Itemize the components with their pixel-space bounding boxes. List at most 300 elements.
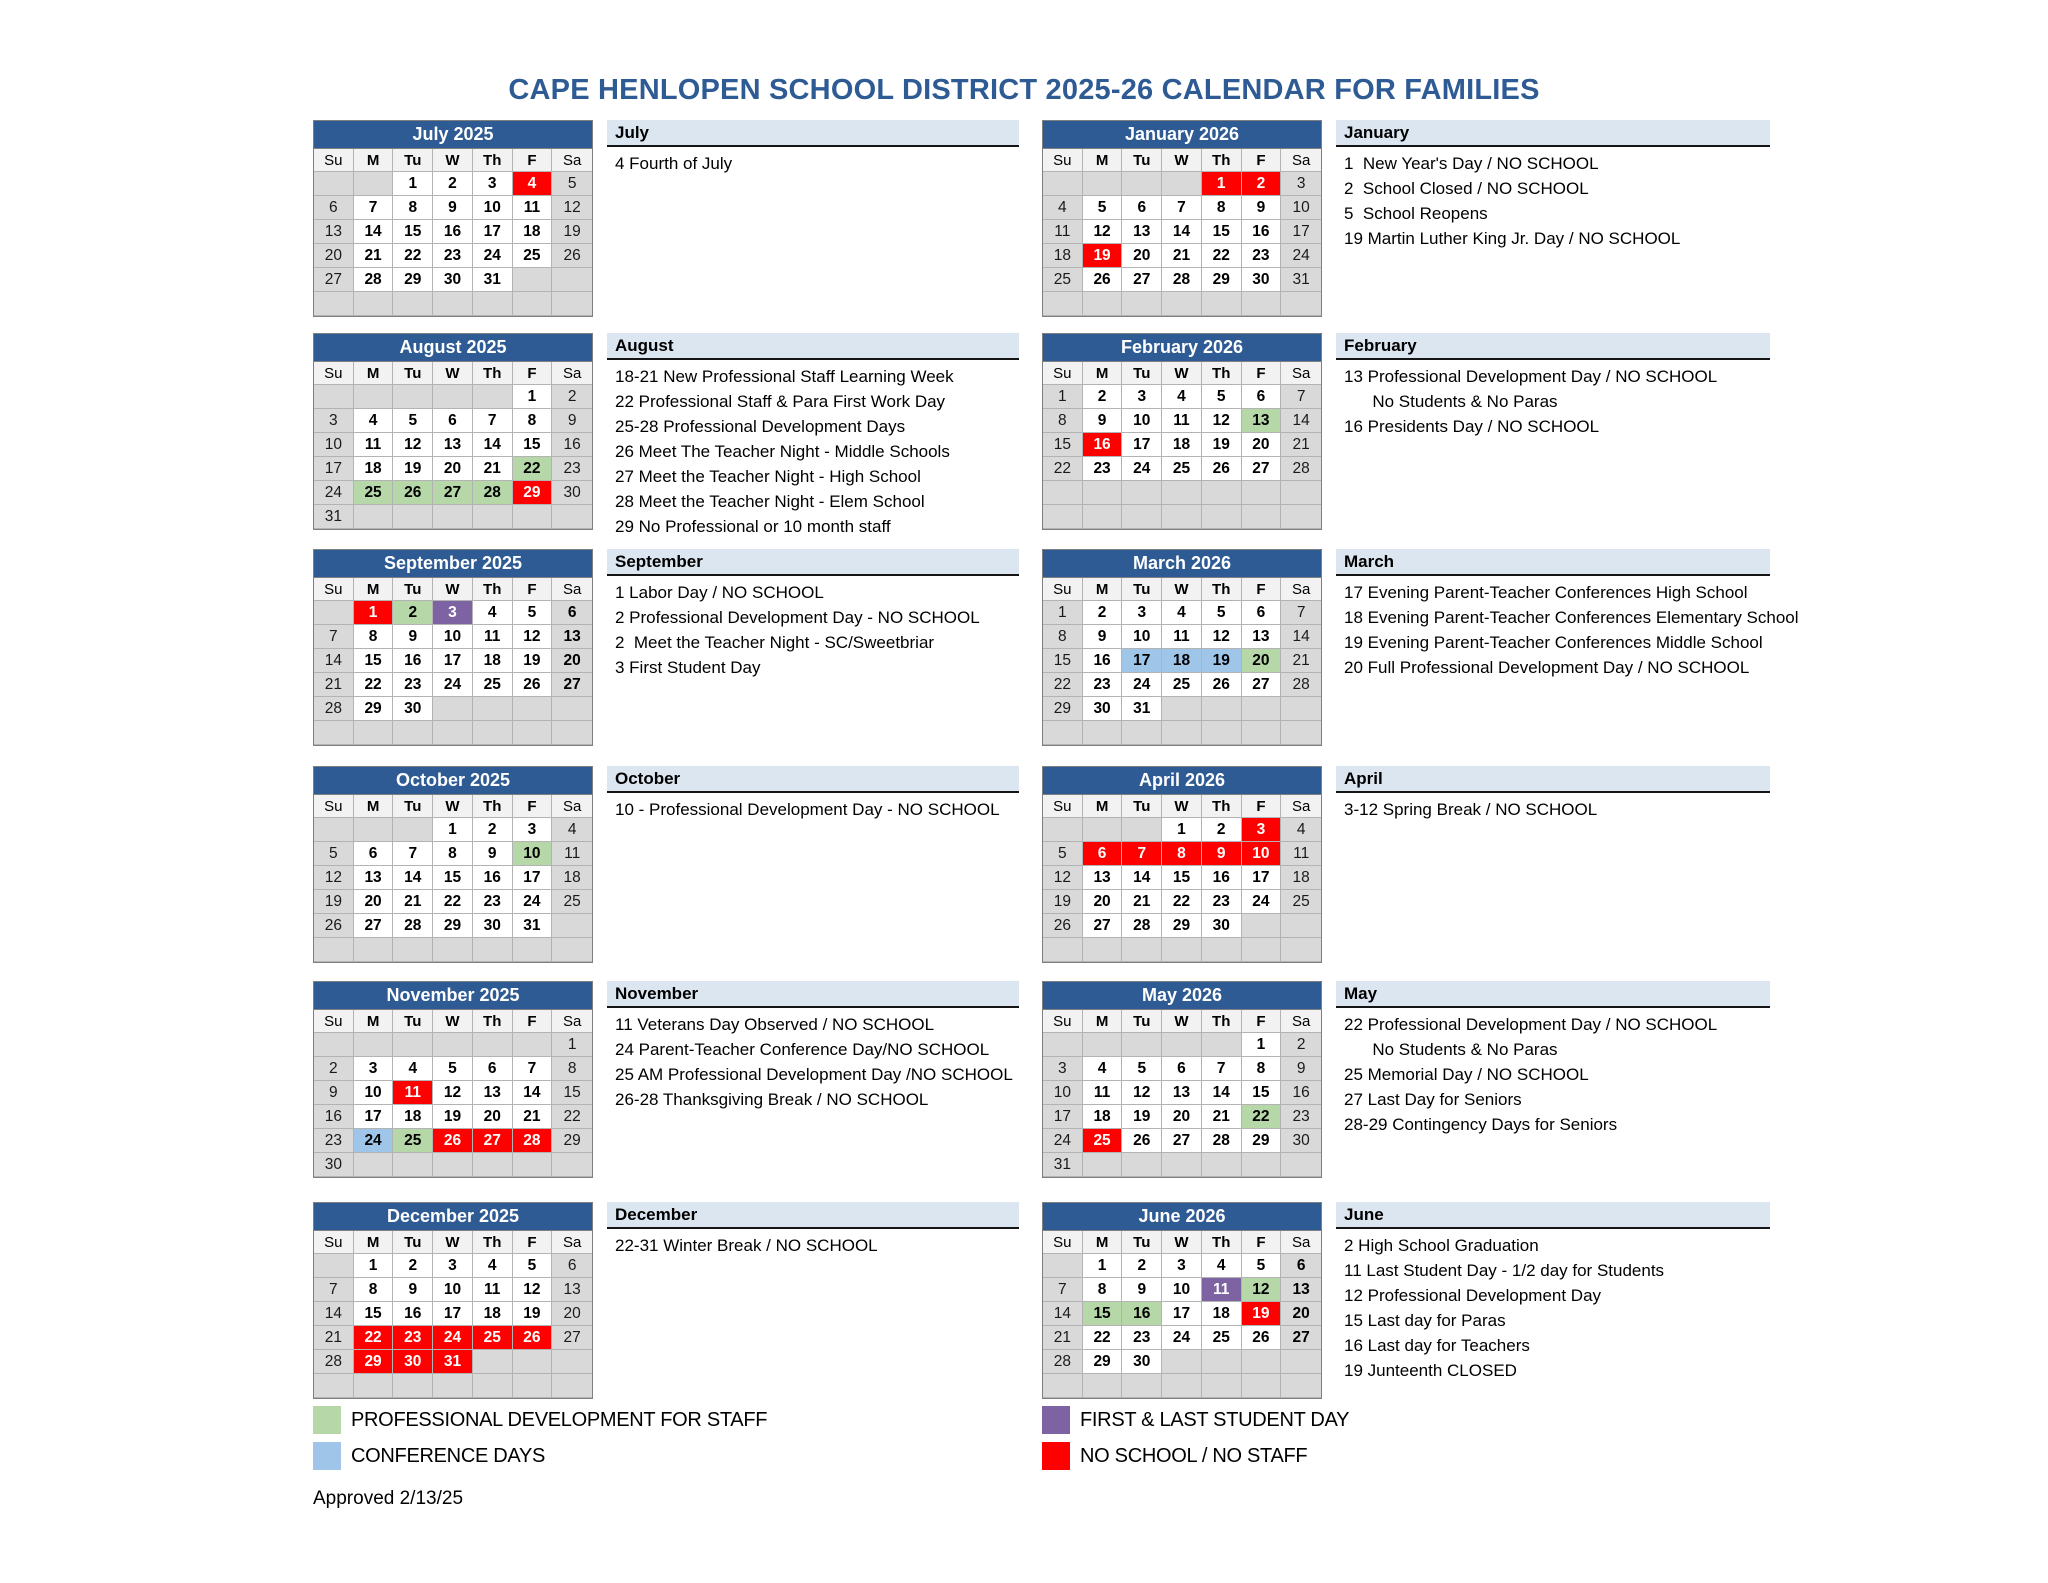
- december-2025-day-9: 9: [393, 1278, 433, 1302]
- month-calendar-august-2025: [313, 333, 593, 530]
- january-2026-day-12: 12: [1083, 220, 1123, 244]
- february-2026-day-11: 11: [1162, 409, 1202, 433]
- may-2026-day-8: 8: [1242, 1057, 1282, 1081]
- june-2026-day-15: 15: [1083, 1302, 1123, 1326]
- march-2026-day-26: 26: [1202, 673, 1242, 697]
- february-2026-dow-w: W: [1162, 362, 1202, 385]
- october-2025-empty-cell: [473, 938, 513, 962]
- may-2026-empty-cell: [1162, 1033, 1202, 1057]
- august-2025-day-20: 20: [433, 457, 473, 481]
- april-2026-weekday-header-row: [1043, 795, 1321, 818]
- november-2025-week-2: [314, 1057, 592, 1081]
- september-2025-day-3: 3: [433, 601, 473, 625]
- december-2025-day-16: 16: [393, 1302, 433, 1326]
- may-2026-day-21: 21: [1202, 1105, 1242, 1129]
- may-2026-day-14: 14: [1202, 1081, 1242, 1105]
- january-2026-dow-f: F: [1242, 149, 1282, 172]
- july-2025-day-10: 10: [473, 196, 513, 220]
- january-2026-day-27: 27: [1122, 268, 1162, 292]
- august-2025-notes-title: August: [607, 333, 1019, 360]
- august-2025-empty-cell: [393, 505, 433, 529]
- may-2026-day-17: 17: [1043, 1105, 1083, 1129]
- notes-panel-february-2026: [1336, 333, 1770, 439]
- april-2026-day-17: 17: [1242, 866, 1282, 890]
- october-2025-day-20: 20: [354, 890, 394, 914]
- march-2026-dow-m: M: [1083, 578, 1123, 601]
- july-2025-empty-cell: [354, 172, 394, 196]
- june-2026-day-6: 6: [1281, 1254, 1321, 1278]
- august-2025-title: August 2025: [314, 334, 592, 362]
- november-2025-empty-cell: [354, 1153, 394, 1177]
- august-2025-empty-cell: [393, 385, 433, 409]
- november-2025-day-1: 1: [552, 1033, 592, 1057]
- december-2025-day-17: 17: [433, 1302, 473, 1326]
- october-2025-day-27: 27: [354, 914, 394, 938]
- april-2026-day-19: 19: [1043, 890, 1083, 914]
- november-2025-day-28: 28: [513, 1129, 553, 1153]
- april-2026-day-10: 10: [1242, 842, 1282, 866]
- december-2025-day-11: 11: [473, 1278, 513, 1302]
- june-2026-day-24: 24: [1162, 1326, 1202, 1350]
- june-2026-empty-cell: [1162, 1350, 1202, 1374]
- september-2025-day-5: 5: [513, 601, 553, 625]
- february-2026-day-21: 21: [1281, 433, 1321, 457]
- september-2025-day-24: 24: [433, 673, 473, 697]
- january-2026-day-28: 28: [1162, 268, 1202, 292]
- august-2025-day-30: 30: [552, 481, 592, 505]
- november-2025-day-29: 29: [552, 1129, 592, 1153]
- june-2026-day-20: 20: [1281, 1302, 1321, 1326]
- february-2026-day-23: 23: [1083, 457, 1123, 481]
- december-2025-empty-cell: [314, 1374, 354, 1398]
- may-2026-note-1: 22 Professional Development Day / NO SCHOOL: [1344, 1015, 1718, 1034]
- month-calendar-july-2025: [313, 120, 593, 317]
- august-2025-empty-cell: [354, 505, 394, 529]
- november-2025-dow-su: Su: [314, 1010, 354, 1033]
- february-2026-day-7: 7: [1281, 385, 1321, 409]
- june-2026-day-1: 1: [1083, 1254, 1123, 1278]
- june-2026-day-3: 3: [1162, 1254, 1202, 1278]
- november-2025-day-2: 2: [314, 1057, 354, 1081]
- october-2025-day-29: 29: [433, 914, 473, 938]
- february-2026-day-1: 1: [1043, 385, 1083, 409]
- march-2026-title: March 2026: [1043, 550, 1321, 578]
- november-2025-week-5: [314, 1129, 592, 1153]
- july-2025-week-5: [314, 268, 592, 292]
- february-2026-notes-title: February: [1336, 333, 1770, 360]
- april-2026-day-18: 18: [1281, 866, 1321, 890]
- february-2026-empty-cell: [1202, 481, 1242, 505]
- march-2026-day-24: 24: [1122, 673, 1162, 697]
- july-2025-day-9: 9: [433, 196, 473, 220]
- december-2025-empty-cell: [513, 1350, 553, 1374]
- february-2026-week-2: [1043, 409, 1321, 433]
- february-2026-week-6: [1043, 505, 1321, 529]
- november-2025-day-30: 30: [314, 1153, 354, 1177]
- august-2025-empty-cell: [552, 505, 592, 529]
- november-2025-day-15: 15: [552, 1081, 592, 1105]
- december-2025-day-27: 27: [552, 1326, 592, 1350]
- august-2025-week-4: [314, 457, 592, 481]
- september-2025-day-19: 19: [513, 649, 553, 673]
- november-2025-empty-cell: [393, 1153, 433, 1177]
- april-2026-day-21: 21: [1122, 890, 1162, 914]
- october-2025-day-28: 28: [393, 914, 433, 938]
- november-2025-empty-cell: [433, 1153, 473, 1177]
- october-2025-week-3: [314, 866, 592, 890]
- march-2026-day-29: 29: [1043, 697, 1083, 721]
- march-2026-week-6: [1043, 721, 1321, 745]
- september-2025-dow-sa: Sa: [552, 578, 592, 601]
- march-2026-day-8: 8: [1043, 625, 1083, 649]
- legend-label-r: NO SCHOOL / NO STAFF: [1080, 1445, 1308, 1467]
- september-2025-weekday-header-row: [314, 578, 592, 601]
- april-2026-day-11: 11: [1281, 842, 1321, 866]
- april-2026-day-20: 20: [1083, 890, 1123, 914]
- august-2025-day-18: 18: [354, 457, 394, 481]
- october-2025-empty-cell: [314, 818, 354, 842]
- march-2026-dow-su: Su: [1043, 578, 1083, 601]
- may-2026-note-5: 28-29 Contingency Days for Seniors: [1344, 1115, 1618, 1134]
- september-2025-day-15: 15: [354, 649, 394, 673]
- october-2025-day-23: 23: [473, 890, 513, 914]
- september-2025-empty-cell: [473, 697, 513, 721]
- february-2026-week-1: [1043, 385, 1321, 409]
- september-2025-day-28: 28: [314, 697, 354, 721]
- march-2026-dow-th: Th: [1202, 578, 1242, 601]
- december-2025-empty-cell: [513, 1374, 553, 1398]
- february-2026-empty-cell: [1242, 505, 1282, 529]
- july-2025-dow-su: Su: [314, 149, 354, 172]
- may-2026-day-1: 1: [1242, 1033, 1282, 1057]
- june-2026-note-2: 11 Last Student Day - 1/2 day for Students: [1344, 1261, 1665, 1280]
- month-calendar-october-2025: [313, 766, 593, 963]
- april-2026-week-4: [1043, 890, 1321, 914]
- july-2025-day-14: 14: [354, 220, 394, 244]
- legend-label-u: CONFERENCE DAYS: [351, 1445, 546, 1467]
- july-2025-empty-cell: [473, 292, 513, 316]
- june-2026-note-3: 12 Professional Development Day: [1344, 1286, 1602, 1305]
- december-2025-weekday-header-row: [314, 1231, 592, 1254]
- april-2026-empty-cell: [1162, 938, 1202, 962]
- august-2025-dow-w: W: [433, 362, 473, 385]
- october-2025-empty-cell: [393, 938, 433, 962]
- february-2026-empty-cell: [1242, 481, 1282, 505]
- september-2025-day-10: 10: [433, 625, 473, 649]
- notes-panel-november-2025: [607, 981, 1019, 1112]
- march-2026-day-13: 13: [1242, 625, 1282, 649]
- april-2026-dow-th: Th: [1202, 795, 1242, 818]
- november-2025-note-3: 25 AM Professional Development Day /NO SCHOOL: [615, 1065, 1013, 1084]
- march-2026-day-31: 31: [1122, 697, 1162, 721]
- april-2026-dow-f: F: [1242, 795, 1282, 818]
- june-2026-dow-f: F: [1242, 1231, 1282, 1254]
- august-2025-dow-sa: Sa: [552, 362, 592, 385]
- december-2025-day-22: 22: [354, 1326, 394, 1350]
- july-2025-day-18: 18: [513, 220, 553, 244]
- october-2025-day-16: 16: [473, 866, 513, 890]
- september-2025-day-16: 16: [393, 649, 433, 673]
- september-2025-dow-th: Th: [473, 578, 513, 601]
- legend-label-g: PROFESSIONAL DEVELOPMENT FOR STAFF: [351, 1409, 768, 1431]
- august-2025-day-12: 12: [393, 433, 433, 457]
- january-2026-day-17: 17: [1281, 220, 1321, 244]
- september-2025-empty-cell: [513, 697, 553, 721]
- september-2025-note-2: 2 Professional Development Day - NO SCHOOL: [615, 608, 980, 627]
- january-2026-title: January 2026: [1043, 121, 1321, 149]
- august-2025-week-2: [314, 409, 592, 433]
- december-2025-week-5: [314, 1350, 592, 1374]
- october-2025-empty-cell: [513, 938, 553, 962]
- january-2026-week-5: [1043, 268, 1321, 292]
- december-2025-day-7: 7: [314, 1278, 354, 1302]
- september-2025-day-6: 6: [552, 601, 592, 625]
- august-2025-dow-m: M: [354, 362, 394, 385]
- february-2026-day-6: 6: [1242, 385, 1282, 409]
- april-2026-day-4: 4: [1281, 818, 1321, 842]
- november-2025-day-27: 27: [473, 1129, 513, 1153]
- may-2026-empty-cell: [1043, 1033, 1083, 1057]
- may-2026-note-2: No Students & No Paras: [1344, 1040, 1558, 1059]
- may-2026-day-12: 12: [1122, 1081, 1162, 1105]
- july-2025-empty-cell: [393, 292, 433, 316]
- october-2025-dow-su: Su: [314, 795, 354, 818]
- june-2026-empty-cell: [1281, 1350, 1321, 1374]
- june-2026-title: June 2026: [1043, 1203, 1321, 1231]
- january-2026-empty-cell: [1122, 292, 1162, 316]
- june-2026-day-10: 10: [1162, 1278, 1202, 1302]
- august-2025-day-8: 8: [513, 409, 553, 433]
- august-2025-day-1: 1: [513, 385, 553, 409]
- may-2026-dow-w: W: [1162, 1010, 1202, 1033]
- november-2025-day-9: 9: [314, 1081, 354, 1105]
- october-2025-week-2: [314, 842, 592, 866]
- june-2026-day-14: 14: [1043, 1302, 1083, 1326]
- february-2026-day-22: 22: [1043, 457, 1083, 481]
- april-2026-empty-cell: [1083, 818, 1123, 842]
- may-2026-note-4: 27 Last Day for Seniors: [1344, 1090, 1522, 1109]
- february-2026-empty-cell: [1122, 481, 1162, 505]
- february-2026-dow-su: Su: [1043, 362, 1083, 385]
- august-2025-day-7: 7: [473, 409, 513, 433]
- december-2025-day-23: 23: [393, 1326, 433, 1350]
- january-2026-empty-cell: [1242, 292, 1282, 316]
- month-calendar-february-2026: [1042, 333, 1322, 530]
- february-2026-dow-f: F: [1242, 362, 1282, 385]
- january-2026-empty-cell: [1162, 172, 1202, 196]
- january-2026-day-26: 26: [1083, 268, 1123, 292]
- october-2025-day-17: 17: [513, 866, 553, 890]
- april-2026-day-8: 8: [1162, 842, 1202, 866]
- june-2026-empty-cell: [1043, 1374, 1083, 1398]
- october-2025-day-2: 2: [473, 818, 513, 842]
- february-2026-day-28: 28: [1281, 457, 1321, 481]
- august-2025-day-10: 10: [314, 433, 354, 457]
- november-2025-day-3: 3: [354, 1057, 394, 1081]
- june-2026-day-29: 29: [1083, 1350, 1123, 1374]
- march-2026-empty-cell: [1122, 721, 1162, 745]
- december-2025-empty-cell: [433, 1374, 473, 1398]
- september-2025-day-13: 13: [552, 625, 592, 649]
- february-2026-day-3: 3: [1122, 385, 1162, 409]
- march-2026-week-4: [1043, 673, 1321, 697]
- february-2026-empty-cell: [1281, 481, 1321, 505]
- december-2025-dow-tu: Tu: [393, 1231, 433, 1254]
- march-2026-notes-title: March: [1336, 549, 1770, 576]
- december-2025-day-8: 8: [354, 1278, 394, 1302]
- june-2026-dow-su: Su: [1043, 1231, 1083, 1254]
- march-2026-empty-cell: [1162, 721, 1202, 745]
- october-2025-day-22: 22: [433, 890, 473, 914]
- december-2025-week-3: [314, 1302, 592, 1326]
- december-2025-title: December 2025: [314, 1203, 592, 1231]
- june-2026-dow-m: M: [1083, 1231, 1123, 1254]
- march-2026-dow-f: F: [1242, 578, 1282, 601]
- july-2025-dow-w: W: [433, 149, 473, 172]
- notes-panel-january-2026: [1336, 120, 1770, 251]
- december-2025-day-6: 6: [552, 1254, 592, 1278]
- july-2025-day-22: 22: [393, 244, 433, 268]
- june-2026-weekday-header-row: [1043, 1231, 1321, 1254]
- september-2025-day-21: 21: [314, 673, 354, 697]
- october-2025-day-4: 4: [552, 818, 592, 842]
- june-2026-dow-th: Th: [1202, 1231, 1242, 1254]
- january-2026-day-6: 6: [1122, 196, 1162, 220]
- september-2025-empty-cell: [552, 721, 592, 745]
- september-2025-day-12: 12: [513, 625, 553, 649]
- august-2025-note-7: 29 No Professional or 10 month staff: [615, 517, 891, 536]
- april-2026-day-1: 1: [1162, 818, 1202, 842]
- legend-swatch-r: [1042, 1442, 1070, 1470]
- july-2025-empty-cell: [552, 268, 592, 292]
- september-2025-note-3: 2 Meet the Teacher Night - SC/Sweetbriar: [615, 633, 935, 652]
- april-2026-empty-cell: [1281, 938, 1321, 962]
- february-2026-day-24: 24: [1122, 457, 1162, 481]
- january-2026-weekday-header-row: [1043, 149, 1321, 172]
- may-2026-weekday-header-row: [1043, 1010, 1321, 1033]
- december-2025-dow-th: Th: [473, 1231, 513, 1254]
- march-2026-day-17: 17: [1122, 649, 1162, 673]
- april-2026-notes-body: [1336, 793, 1770, 822]
- august-2025-day-25: 25: [354, 481, 394, 505]
- january-2026-day-13: 13: [1122, 220, 1162, 244]
- november-2025-empty-cell: [473, 1153, 513, 1177]
- may-2026-day-11: 11: [1083, 1081, 1123, 1105]
- june-2026-day-8: 8: [1083, 1278, 1123, 1302]
- may-2026-day-16: 16: [1281, 1081, 1321, 1105]
- may-2026-notes-title: May: [1336, 981, 1770, 1008]
- december-2025-empty-cell: [552, 1350, 592, 1374]
- november-2025-day-11: 11: [393, 1081, 433, 1105]
- july-2025-empty-cell: [433, 292, 473, 316]
- march-2026-empty-cell: [1162, 697, 1202, 721]
- june-2026-week-5: [1043, 1350, 1321, 1374]
- month-calendar-june-2026: [1042, 1202, 1322, 1399]
- august-2025-day-26: 26: [393, 481, 433, 505]
- july-2025-notes-title: July: [607, 120, 1019, 147]
- november-2025-dow-th: Th: [473, 1010, 513, 1033]
- april-2026-week-3: [1043, 866, 1321, 890]
- month-calendar-march-2026: [1042, 549, 1322, 746]
- april-2026-day-3: 3: [1242, 818, 1282, 842]
- legend-swatch-g: [313, 1406, 341, 1434]
- february-2026-day-16: 16: [1083, 433, 1123, 457]
- february-2026-dow-tu: Tu: [1122, 362, 1162, 385]
- january-2026-day-3: 3: [1281, 172, 1321, 196]
- march-2026-day-18: 18: [1162, 649, 1202, 673]
- may-2026-day-6: 6: [1162, 1057, 1202, 1081]
- august-2025-weekday-header-row: [314, 362, 592, 385]
- january-2026-note-1: 1 New Year's Day / NO SCHOOL: [1344, 154, 1599, 173]
- december-2025-day-3: 3: [433, 1254, 473, 1278]
- july-2025-week-4: [314, 244, 592, 268]
- february-2026-day-19: 19: [1202, 433, 1242, 457]
- may-2026-day-4: 4: [1083, 1057, 1123, 1081]
- october-2025-dow-m: M: [354, 795, 394, 818]
- january-2026-day-15: 15: [1202, 220, 1242, 244]
- august-2025-day-15: 15: [513, 433, 553, 457]
- month-calendar-september-2025: [313, 549, 593, 746]
- march-2026-day-11: 11: [1162, 625, 1202, 649]
- november-2025-week-6: [314, 1153, 592, 1177]
- october-2025-dow-f: F: [513, 795, 553, 818]
- october-2025-weekday-header-row: [314, 795, 592, 818]
- january-2026-dow-sa: Sa: [1281, 149, 1321, 172]
- february-2026-dow-th: Th: [1202, 362, 1242, 385]
- august-2025-empty-cell: [473, 385, 513, 409]
- april-2026-empty-cell: [1083, 938, 1123, 962]
- august-2025-notes-body: [607, 360, 1019, 539]
- february-2026-day-14: 14: [1281, 409, 1321, 433]
- april-2026-day-6: 6: [1083, 842, 1123, 866]
- december-2025-day-2: 2: [393, 1254, 433, 1278]
- january-2026-day-20: 20: [1122, 244, 1162, 268]
- september-2025-day-18: 18: [473, 649, 513, 673]
- april-2026-day-9: 9: [1202, 842, 1242, 866]
- february-2026-day-17: 17: [1122, 433, 1162, 457]
- august-2025-empty-cell: [433, 385, 473, 409]
- september-2025-day-2: 2: [393, 601, 433, 625]
- november-2025-day-19: 19: [433, 1105, 473, 1129]
- july-2025-dow-tu: Tu: [393, 149, 433, 172]
- november-2025-empty-cell: [314, 1033, 354, 1057]
- february-2026-dow-m: M: [1083, 362, 1123, 385]
- june-2026-note-6: 19 Junteenth CLOSED: [1344, 1361, 1517, 1380]
- september-2025-day-23: 23: [393, 673, 433, 697]
- june-2026-note-5: 16 Last day for Teachers: [1344, 1336, 1530, 1355]
- july-2025-day-12: 12: [552, 196, 592, 220]
- november-2025-week-4: [314, 1105, 592, 1129]
- july-2025-day-23: 23: [433, 244, 473, 268]
- march-2026-notes-body: [1336, 576, 1799, 680]
- may-2026-day-28: 28: [1202, 1129, 1242, 1153]
- october-2025-dow-sa: Sa: [552, 795, 592, 818]
- april-2026-day-12: 12: [1043, 866, 1083, 890]
- notes-panel-july-2025: [607, 120, 1019, 176]
- april-2026-empty-cell: [1043, 938, 1083, 962]
- may-2026-dow-th: Th: [1202, 1010, 1242, 1033]
- december-2025-empty-cell: [552, 1374, 592, 1398]
- march-2026-day-3: 3: [1122, 601, 1162, 625]
- may-2026-day-27: 27: [1162, 1129, 1202, 1153]
- december-2025-day-21: 21: [314, 1326, 354, 1350]
- november-2025-empty-cell: [433, 1033, 473, 1057]
- march-2026-week-2: [1043, 625, 1321, 649]
- june-2026-week-2: [1043, 1278, 1321, 1302]
- april-2026-day-27: 27: [1083, 914, 1123, 938]
- legend-swatch-u: [313, 1442, 341, 1470]
- january-2026-week-4: [1043, 244, 1321, 268]
